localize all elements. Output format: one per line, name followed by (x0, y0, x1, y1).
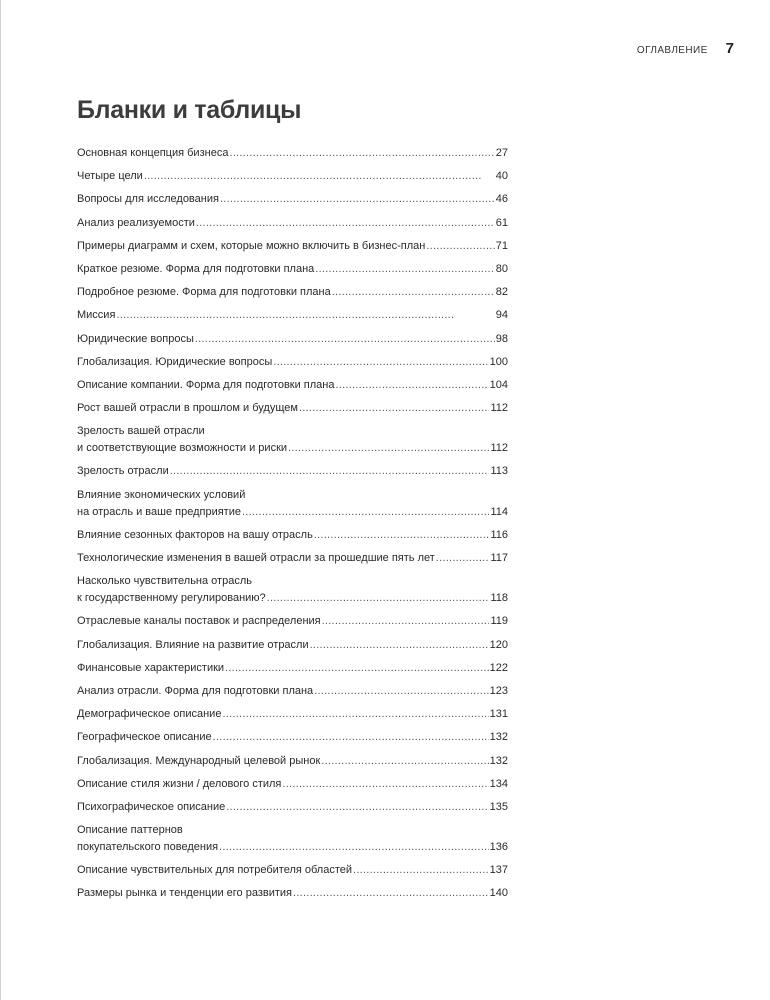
toc-entry[interactable] (77, 822, 508, 856)
dot-leader (225, 660, 489, 677)
toc-entry-row (77, 238, 508, 255)
toc-entry-title: Описание компании. Форма для подготовки плана (77, 378, 335, 391)
dot-leader (322, 613, 490, 630)
toc-entry-row (77, 683, 508, 700)
toc-entry-page: 27 (495, 147, 508, 159)
dot-leader (170, 463, 490, 480)
dot-leader (353, 862, 489, 879)
toc-entry-page: 114 (490, 505, 508, 518)
toc-entry-row (77, 729, 508, 746)
toc-entry[interactable] (77, 753, 508, 770)
toc-entry-page: 82 (495, 286, 508, 299)
toc-entry-row (77, 168, 508, 185)
toc-entry-title-line1: Влияние экономических условий (77, 488, 246, 501)
toc-entry-row (77, 753, 508, 770)
toc-entry-title: Основная концепция бизнеса (77, 147, 229, 159)
dot-leader (116, 307, 494, 324)
toc-entry-row (77, 527, 508, 544)
toc-entry-page: 122 (489, 661, 508, 674)
toc-entry-row (77, 637, 508, 654)
dot-leader (195, 331, 495, 348)
toc-entry-page: 132 (489, 754, 508, 767)
toc-entry[interactable] (77, 400, 508, 417)
toc-entry-title: Четыре цели (77, 170, 143, 183)
toc-entry-title: Описание стиля жизни / делового стиля (77, 777, 282, 790)
toc-entry-title: Размеры рынка и тенденции его развития (77, 887, 293, 900)
toc-entry-row (77, 191, 508, 208)
toc-entry-page: 137 (489, 864, 508, 877)
toc-entry-title: Рост вашей отрасли в прошлом и будущем (77, 402, 298, 415)
toc-entry-page: 61 (495, 216, 508, 229)
toc-entry-page: 40 (495, 170, 508, 183)
toc-entry-row (77, 145, 508, 162)
toc-entry-row (77, 706, 508, 723)
toc-entry-row (77, 354, 508, 371)
toc-entry-title-line1: Описание паттернов (77, 824, 183, 837)
toc-entry[interactable] (77, 487, 508, 521)
toc-entry-row (77, 463, 508, 480)
toc-entry-title: Миссия (77, 309, 116, 322)
dot-leader (219, 839, 489, 856)
toc-entry[interactable] (77, 862, 508, 879)
toc-entry-page: 140 (489, 887, 508, 900)
toc-entry-title-line1: Зрелость вашей отрасли (77, 425, 205, 438)
dot-leader (220, 191, 495, 208)
toc-entry-title: Влияние сезонных факторов на вашу отрасль (77, 528, 313, 541)
dot-leader (293, 885, 489, 902)
toc-entry-row (77, 799, 508, 816)
toc-entry[interactable] (77, 613, 508, 630)
toc-entry-title: Примеры диаграмм и схем, которые можно включить в бизнес-план (77, 239, 426, 252)
page-title: Бланки и таблицы (77, 96, 302, 124)
dot-leader (314, 527, 490, 544)
toc-entry-row (77, 613, 508, 630)
dot-leader (242, 504, 489, 521)
dot-leader (310, 637, 489, 654)
toc-entry[interactable] (77, 527, 508, 544)
dot-leader (282, 776, 488, 793)
toc-entry-title: Глобализация. Влияние на развитие отрасли (77, 638, 309, 651)
toc-entry[interactable] (77, 238, 508, 255)
toc-entry-page: 113 (490, 465, 508, 478)
toc-entry-title: Анализ отрасли. Форма для подготовки плана (77, 684, 314, 697)
toc-entry-page: 123 (489, 684, 508, 697)
toc-entry-title: Отраслевые каналы поставок и распределения (77, 615, 321, 628)
toc-entry-title: Технологические изменения в вашей отрасли за прошедшие пять лет (77, 552, 435, 564)
dot-leader (213, 729, 489, 746)
toc-entry-row (77, 261, 508, 278)
toc-entry[interactable] (77, 706, 508, 723)
toc-entry[interactable] (77, 660, 508, 677)
toc-entry-title: Анализ реализуемости (77, 216, 195, 229)
toc-entry-row (77, 400, 508, 417)
toc-entry-page: 135 (489, 800, 508, 813)
toc-entry[interactable] (77, 215, 508, 232)
toc-entry-page: 80 (495, 262, 508, 275)
toc-entry-row (77, 377, 508, 394)
toc-entry-row (77, 215, 508, 232)
toc-entry-row (77, 550, 508, 567)
toc-entry-page: 94 (495, 309, 508, 322)
toc-entry-row (77, 590, 508, 607)
toc-entry-title: Глобализация. Международный целевой рынок (77, 754, 321, 767)
toc-entry-page: 132 (489, 731, 508, 744)
toc-entry[interactable] (77, 377, 508, 394)
dot-leader (196, 215, 495, 232)
toc-entry-row (77, 504, 508, 521)
toc-entry-title: Подробное резюме. Форма для подготовки плана (77, 286, 331, 299)
toc-entry-page: 100 (489, 355, 508, 368)
toc-entry-title: к государственному регулированию? (77, 592, 266, 605)
toc-entry[interactable] (77, 191, 508, 208)
toc-entry[interactable] (77, 307, 508, 324)
page-number: 7 (725, 40, 734, 57)
toc-entry-title: покупательского поведения (77, 841, 219, 854)
dot-leader (314, 683, 488, 700)
toc-entry-title: и соответствующие возможности и риски (77, 442, 288, 455)
toc-entry-title: Вопросы для исследования (77, 193, 219, 206)
toc-entry-title: Краткое резюме. Форма для подготовки плана (77, 262, 315, 275)
toc-entry-page: 119 (490, 615, 508, 628)
toc-entry-title: Описание чувствительных для потребителя областей (77, 864, 353, 877)
toc-entry[interactable] (77, 885, 508, 902)
toc-entry-row (77, 331, 508, 348)
toc-entry[interactable] (77, 550, 508, 567)
page-edge (0, 0, 1, 1000)
toc-entry-page: 46 (495, 193, 508, 206)
dot-leader (288, 440, 489, 457)
toc-entry-title-line1: Насколько чувствительна отрасль (77, 575, 252, 588)
toc-entry[interactable] (77, 168, 508, 185)
toc-entry-title: Глобализация. Юридические вопросы (77, 355, 273, 368)
running-head (637, 40, 734, 57)
toc-entry[interactable] (77, 637, 508, 654)
toc-entry-title: на отрасль и ваше предприятие (77, 505, 241, 518)
dot-leader (144, 168, 495, 185)
toc-entry-page: 118 (490, 592, 508, 605)
toc-entry-row (77, 660, 508, 677)
toc-entry[interactable] (77, 573, 508, 607)
toc-entry-title: Географическое описание (77, 731, 212, 744)
toc-entry-page: 117 (490, 552, 508, 564)
toc-entry-title: Зрелость отрасли (77, 465, 169, 478)
dot-leader (332, 284, 495, 301)
dot-leader (226, 799, 488, 816)
toc-entry-title: Финансовые характеристики (77, 661, 225, 674)
toc-entry[interactable] (77, 463, 508, 480)
toc-entry-page: 116 (490, 528, 508, 541)
toc-entry[interactable] (77, 799, 508, 816)
toc-entry-page: 71 (495, 239, 508, 252)
toc-entry[interactable] (77, 729, 508, 746)
toc-entry[interactable] (77, 145, 508, 162)
toc-entry-page: 112 (490, 442, 508, 455)
dot-leader (299, 400, 490, 417)
toc-entry-page: 98 (495, 332, 508, 345)
toc-entry-page: 120 (489, 638, 508, 651)
dot-leader (321, 753, 488, 770)
dot-leader (436, 550, 490, 567)
toc-entry[interactable] (77, 776, 508, 793)
table-of-contents (77, 145, 508, 909)
toc-entry[interactable] (77, 683, 508, 700)
toc-entry-page: 134 (489, 777, 508, 790)
dot-leader (336, 377, 489, 394)
toc-entry[interactable] (77, 354, 508, 371)
section-label: ОГЛАВЛЕНИЕ (636, 45, 708, 56)
dot-leader (267, 590, 490, 607)
toc-entry-row (77, 862, 508, 879)
toc-entry[interactable] (77, 284, 508, 301)
toc-entry[interactable] (77, 261, 508, 278)
toc-entry-row (77, 839, 508, 856)
dot-leader (229, 145, 494, 162)
toc-entry-page: 131 (489, 708, 508, 721)
toc-entry-page: 112 (490, 402, 508, 415)
toc-entry[interactable] (77, 331, 508, 348)
dot-leader (426, 238, 494, 255)
toc-entry-title: Психографическое описание (77, 800, 226, 813)
dot-leader (222, 706, 488, 723)
toc-entry-page: 104 (489, 378, 508, 391)
toc-entry[interactable] (77, 423, 508, 457)
toc-entry-row (77, 885, 508, 902)
toc-entry-row (77, 307, 508, 324)
dot-leader (273, 354, 488, 371)
toc-entry-title: Демографическое описание (77, 708, 222, 721)
toc-entry-row (77, 776, 508, 793)
dot-leader (315, 261, 494, 278)
toc-entry-page: 136 (489, 841, 508, 854)
toc-entry-row (77, 440, 508, 457)
toc-entry-title: Юридические вопросы (77, 332, 194, 345)
toc-entry-row (77, 284, 508, 301)
